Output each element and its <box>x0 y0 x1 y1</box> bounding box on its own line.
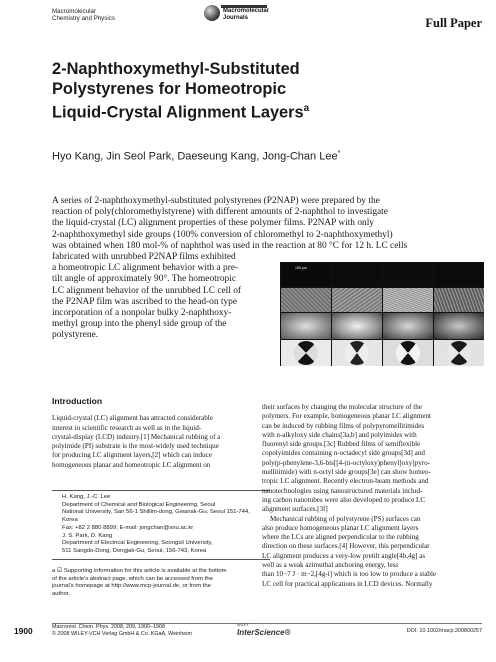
citation-line1: Macromol. Chem. Phys. 2008, 209, 1900–1908 <box>52 624 165 630</box>
abstract-line: was obtained when 180 mol-% of naphthol was used in the reaction at 80 °C for 12 h. LC cells <box>52 240 408 251</box>
body-line: LC cell for practical applications in LCD devices. Normally <box>262 579 433 588</box>
publisher-small-text: WILEY <box>237 623 249 627</box>
body-line: polyimide (PI) substrate is the most-widely used technique <box>52 442 219 451</box>
body-line: than 10−7 J · m−2,[4g-i] which is too low to produce a stable <box>262 570 437 579</box>
affil-line: National University, San 56-1 Shillim-dong, Gwanak-Gu, Seoul 151-744, <box>62 509 250 516</box>
body-line: polymers. For example, homogeneous planar LC alignment <box>262 412 432 421</box>
body-line: well as a weak azimuthal anchoring energy, less <box>262 561 399 570</box>
abstract-line: methyl group into the phenyl side group of the <box>52 319 227 330</box>
body-line: poly(p-phenylene-3,6-bis[[4-(n-octyloxy)phenyl]oxy]pyro- <box>262 458 431 467</box>
body-line: alignment surfaces.[3f] <box>262 505 328 514</box>
body-line: homogeneous planar and homeotropic LC alignment on <box>52 460 211 469</box>
micrograph-cell <box>383 313 433 339</box>
intro-right-column <box>262 403 480 589</box>
body-line: copolyimides containing n-octadecyl side groups[3d] and <box>262 449 425 458</box>
cross-pattern <box>396 341 420 365</box>
intro-left-column <box>52 397 270 470</box>
micrograph-cell <box>281 263 331 287</box>
conoscopic-cell <box>281 340 331 366</box>
cross-pattern <box>345 341 369 365</box>
journal-name <box>52 8 115 22</box>
body-line: crystal-display (LCD) industry.[1] Mechanical rubbing of a <box>52 432 221 441</box>
authors-text: Hyo Kang, Jin Seol Park, Daeseung Kang, Jong-Chan Lee <box>52 150 338 163</box>
journal-name-line2: Chemistry and Physics <box>52 15 115 23</box>
abstract-line: tilt angle of approximately 90°. The homeotropic <box>52 274 236 285</box>
body-line: Mechanical rubbing of polystyrene (PS) surfaces can <box>270 514 421 523</box>
body-line: interest in scientific research as well as in the liquid- <box>52 423 202 432</box>
affil-line: J. S. Park, D. Kang <box>62 532 113 539</box>
affiliation-box <box>52 490 270 560</box>
article-type: Full Paper <box>425 16 482 30</box>
corresponding-mark: * <box>337 150 341 157</box>
conoscopic-cell <box>332 340 382 366</box>
micrograph-cell <box>434 263 484 287</box>
micrograph-cell <box>434 313 484 339</box>
abstract-line: the liquid-crystal (LC) alignment properties of these polymer films. P2NAP with only <box>52 218 374 229</box>
body-line: nanotechnologies using nanostructured materials includ- <box>262 486 423 495</box>
article-title <box>52 59 392 122</box>
micrograph-cell <box>281 288 331 312</box>
scale-label: 100 μm <box>295 266 307 270</box>
title-line1: 2-Naphthoxymethyl-Substituted <box>52 60 300 78</box>
affil-line: Department of Chemical and Biological Engineering, Seoul <box>62 501 216 508</box>
support-line: author. <box>52 591 71 598</box>
micrograph-cell <box>434 288 484 312</box>
micrograph-cell <box>383 288 433 312</box>
abstract-line: polystyrene. <box>52 330 99 341</box>
body-line: can be induced by rubbing films of polypyromellitimides <box>262 421 425 430</box>
body-line: direction on these surfaces.[4] However, this perpendicular <box>262 542 430 551</box>
cross-pattern <box>447 341 471 365</box>
affil-line: Department of Electrical Engineering, Soongsil University, <box>62 540 213 547</box>
body-line: ing carbon nanotubes were also developed to produce LC <box>262 495 426 504</box>
conoscopic-cell <box>383 340 433 366</box>
micrograph-cell <box>332 263 382 287</box>
body-line: with n-alkyloxy side chains[3a,b] and polyimides with <box>262 430 417 439</box>
title-line2: Polystyrenes for Homeotropic <box>52 80 287 98</box>
title-footnote-mark: a <box>303 103 310 114</box>
abstract-line: reaction of poly(chloromethylstyrene) with different amounts of 2-naphthol to investigate <box>52 207 388 218</box>
body-line: their surfaces by changing the molecular structure of the <box>262 403 422 411</box>
publisher-logo-text: InterScience® <box>237 628 291 637</box>
body-line: also produce homogeneous planar LC alignment layers <box>262 523 419 532</box>
citation-line2: © 2008 WILEY-VCH Verlag GmbH & Co. KGaA, Weinheim <box>52 631 192 638</box>
body-line: mellitimide) with n-octyl side groups[3e] can show homeo- <box>262 468 431 477</box>
affil-line: 511 Sangdo-Dong, Dongjak-Gu, Seoul, 156-743, Korea <box>62 547 207 554</box>
title-line3: Liquid-Crystal Alignment Layers <box>52 103 304 122</box>
conoscopic-cell <box>434 340 484 366</box>
affil-line: Fax: +82 2 880 8899; E-mail: jongchan@snu.ac.kr <box>62 524 194 531</box>
affil-line: Korea <box>62 517 78 524</box>
micrograph-cell <box>383 263 433 287</box>
support-line: of the article's abstract page, which can be accessed from the <box>52 575 213 582</box>
body-line: fluorenyl side groups.[3c] Rubbed films of semiflexible <box>262 440 421 449</box>
affil-line: H. Kang, J.-C. Lee <box>62 494 111 500</box>
section-heading: Introduction <box>52 396 103 406</box>
logo-sphere-icon <box>204 5 220 21</box>
logo-text-line2: Journals <box>223 14 249 21</box>
interscience-logo <box>237 623 290 637</box>
micrograph-cell <box>332 313 382 339</box>
abstract-line: 2-naphthoxymethyl side groups (100% conversion of chloromethyl to 2-naphthoxymethyl) <box>52 229 393 240</box>
support-line: a ☑ Supporting information for this article is available at the bottom <box>52 568 227 574</box>
micrograph-cell <box>281 313 331 339</box>
abstract-line: LC alignment behavior of the unrubbed LC cell of <box>52 285 242 296</box>
abstract-line: a homeotropic LC alignment behavior with a pre- <box>52 263 239 274</box>
citation <box>52 624 192 639</box>
body-line: for producing LC alignment layers,[2] which can induce <box>52 451 212 460</box>
graphical-abstract-image <box>280 262 484 366</box>
abstract-line: the P2NAP film was ascribed to the head-on type <box>52 296 238 307</box>
page-number: 1900 <box>14 626 33 636</box>
body-line: tropic LC alignment. Recently electron-beam methods and <box>262 477 429 486</box>
journal-logo <box>204 5 290 39</box>
support-line: journal's homepage at http://www.mcp-journal.de, or from the <box>52 583 211 590</box>
body-line: LC alignment produces a very-low pretilt angle[4b,4g] as <box>262 551 426 560</box>
author-list <box>52 150 340 163</box>
cross-pattern <box>294 341 318 365</box>
micrograph-cell <box>332 288 382 312</box>
journal-name-line1: Macromolecular <box>52 8 97 15</box>
abstract-line: A series of 2-naphthoxymethyl-substituted polystyrenes (P2NAP) were prepared by the <box>52 196 380 206</box>
abstract-line: incorporation of a nonpolar bulky 2-naphthoxy- <box>52 308 232 319</box>
logo-text-line1: Macromolecular <box>223 8 270 14</box>
body-line: where the LCs are aligned perpendicular to the rubbing <box>262 533 419 542</box>
title-line3-wrap <box>52 99 392 122</box>
supporting-info-note <box>52 568 270 599</box>
doi: DOI: 10.1002/macp.200800257 <box>406 628 482 634</box>
body-line: Liquid-crystal (LC) alignment has attracted considerable <box>52 414 213 423</box>
abstract-line: fabricated with unrubbed P2NAP films exhibited <box>52 252 236 263</box>
